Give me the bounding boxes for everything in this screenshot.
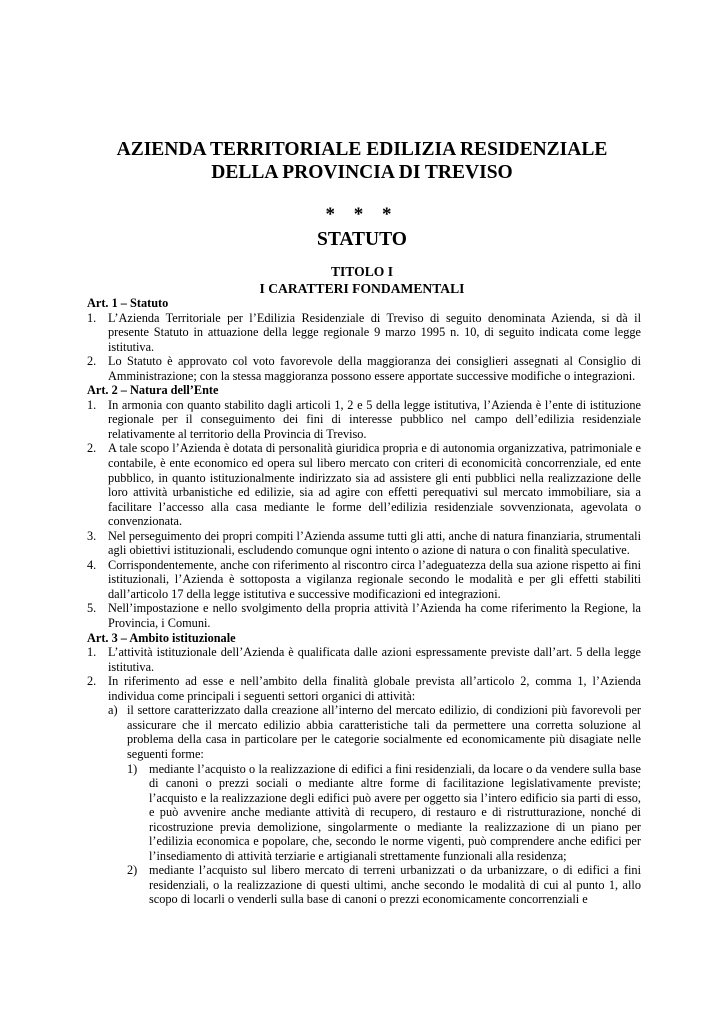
org-title-line2: DELLA PROVINCIA DI TREVISO [211,162,513,183]
section-title: TITOLO I [330,264,394,279]
article-heading: Art. 1 – Statuto [87,296,169,310]
paragraph-text: In armonia con quanto stabilito dagli articoli 1, 2 e 5 della legge istitutiva, l’Azienda è l’ente di istituzione regionale per il conseguimento dei fini di interesse pubblico nel campo dell’edilizia residenziale relativamente al territorio della Provincia di Treviso. [108,397,641,441]
sub-sub-paragraph-text: mediante l’acquisto o la realizzazione di edifici a fini residenziali, da locare o da vendere sulla base di canoni o prezzi sociali o mediante altre forme di facilitazione legislativamente previste; l’acquisto e la realizzazione degli edifici può avere per oggetto sia l’intero edificio sia parti di esso, e può avvenire anche mediante attività di recupero, di restauro e di ristrutturazione, nonché di ricostruzione previa demolizione, singolarmente o mediante la realizzazione di un piano per l’edilizia economica e popolare, che, secondo le norme vigenti, può comprendere anche edifici per l’insediamento di attività terziarie e artigianali strettamente funzionali alla residenza; [149,761,641,863]
article-paragraph [87,645,641,674]
sub-paragraph-text: il settore caratterizzato dalla creazione all’interno del mercato edilizio, di condizioni più favorevoli per assicurare che il mercato edilizio abbia caratteristiche tali da permettere una corretta soluzione al problema della casa in particolare per le categorie socialmente ed economicamente più disagiate nelle seguenti forme: [127,703,641,761]
paragraph-number: 2. [87,674,97,689]
sub-sub-paragraph-text: mediante l’acquisto sul libero mercato di terreni urbanizzati o da urbanizzare, o di edifici a fini residenziali, o la realizzazione di questi ultimi, anche secondo le modalità di cui al punto 1, allo scopo di locarli o venderli sulla base di canoni o prezzi economicamente concorrenziali e [149,863,641,907]
paragraph-number: 2. [87,354,97,369]
article-heading: Art. 3 – Ambito istituzionale [87,630,236,645]
article-paragraph [87,674,641,703]
document-body [87,296,641,907]
article-heading: Art. 2 – Natura dell’Ente [87,383,219,398]
paragraph-number: 1. [87,397,97,412]
paragraph-text: Nel perseguimento dei propri compiti l’Azienda assume tutti gli atti, anche di natura finanziaria, strumentali agli obiettivi istituzionali, escludendo comunque ogni intento o azione di natura o con finalità speculative. [108,528,641,558]
document-title: STATUTO [317,229,407,250]
paragraph-number: 1. [87,310,97,325]
separator-stars: * * * [325,204,399,225]
sub-sub-paragraph [127,762,641,864]
paragraph-text: Nell’impostazione e nello svolgimento della propria attività l’Azienda ha come riferimento la Regione, la Provincia, i Comuni. [108,601,641,631]
sub-sub-paragraph-number: 2) [127,863,138,878]
paragraph-number: 4. [87,557,97,572]
article-paragraph [87,601,641,630]
sub-sub-paragraph [127,863,641,907]
paragraph-number: 2. [87,441,97,456]
section-subtitle: I CARATTERI FONDAMENTALI [259,281,465,296]
paragraph-text: In riferimento ad esse e nell’ambito della finalità globale prevista all’articolo 2, comma 1, l’Azienda individua come principali i seguenti settori organici di attività: [108,674,641,703]
article-paragraph [87,354,641,383]
paragraph-number: 3. [87,528,97,543]
article-paragraph [87,558,641,602]
paragraph-number: 5. [87,601,97,616]
article-paragraph [87,398,641,442]
paragraph-text: A tale scopo l’Azienda è dotata di personalità giuridica propria e di autonomia organizzativa, patrimoniale e contabile, è ente economico ed opera sul libero mercato con criteri di economicità concorrenziale, ed ente pubblico, in quanto istituzionalmente indirizzato sia ad assistere gli enti pubblici nella realizzazione delle loro attività urbanistiche ed edilizie, sia ad agire con effetti perequativi sul mercato immobiliare, sia a facilitare l’accesso alla casa mediante le forme dell’edilizia residenziale sovvenzionata, agevolata o convenzionata. [108,441,641,529]
sub-sub-paragraph-number: 1) [127,761,138,776]
sub-paragraph [108,703,641,761]
org-title-line1: AZIENDA TERRITORIALE EDILIZIA RESIDENZIALE [116,139,608,160]
sub-paragraph-letter: a) [108,703,118,718]
paragraph-text: Corrispondentemente, anche con riferimento al riscontro circa l’adeguatezza della sua azione rispetto ai fini istituzionali, l’Azienda è sottoposta a vigilanza regionale secondo le modalità e per gli effetti stabiliti dall’articolo 17 della legge istitutiva e successive modificazioni ed integrazioni. [108,557,641,601]
article-paragraph [87,311,641,355]
article-paragraph [87,529,641,558]
paragraph-text: L’Azienda Territoriale per l’Edilizia Residenziale di Treviso di seguito denominata Azienda, si dà il presente Statuto in attuazione della legge regionale 9 marzo 1995 n. 10, di seguito indicata come legge istitutiva. [108,310,641,354]
article-paragraph [87,441,641,528]
paragraph-text: L’attività istituzionale dell’Azienda è qualificata dalle azioni espressamente previste dall’art. 5 della legge istitutiva. [108,645,641,674]
paragraph-number: 1. [87,645,97,660]
paragraph-text: Lo Statuto è approvato col voto favorevole della maggioranza dei consiglieri assegnati al Consiglio di Amministrazione; con la stessa maggioranza possono essere apportate successive modifiche o integrazioni. [108,354,641,383]
